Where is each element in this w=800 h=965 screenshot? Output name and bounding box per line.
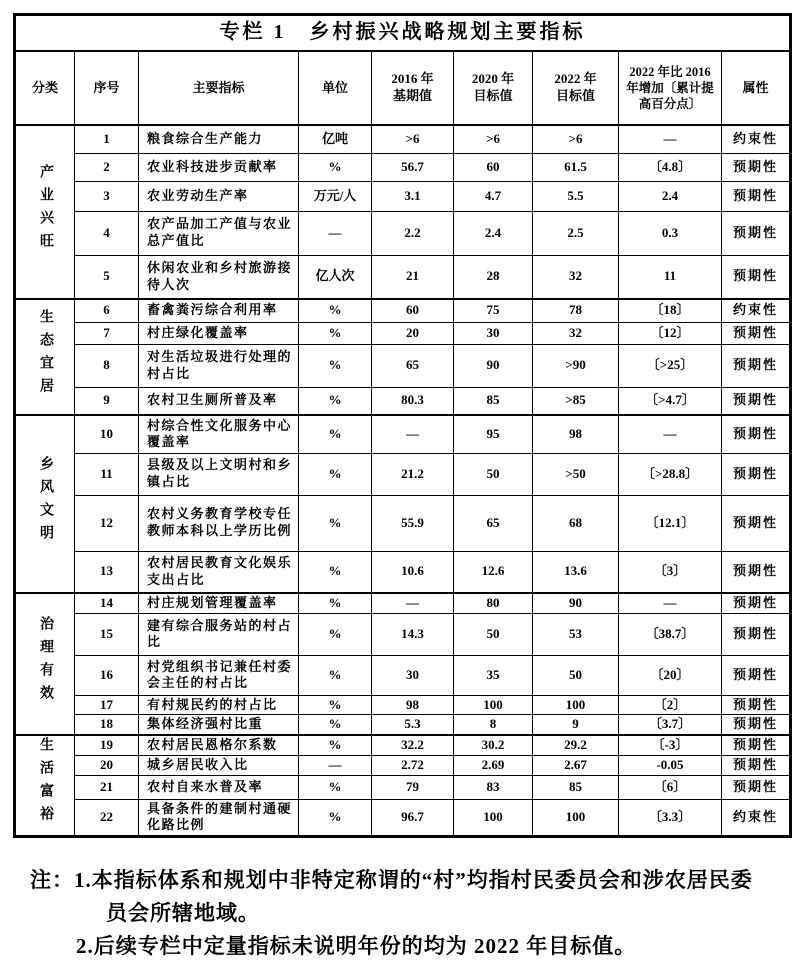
- unit-value: —: [299, 211, 372, 255]
- row-no: 1: [75, 125, 139, 153]
- increase-value: —: [619, 125, 722, 153]
- table-row: [15, 551, 791, 593]
- value-2020: 35: [454, 655, 533, 695]
- increase-value: 〔>25〕: [619, 344, 722, 387]
- value-2016: 30: [372, 655, 454, 695]
- value-2016: 79: [372, 775, 454, 799]
- row-no: 19: [75, 735, 139, 755]
- unit-value: %: [299, 655, 372, 695]
- indicator-name: 对生活垃圾进行处理的村占比: [139, 344, 299, 387]
- unit-value: %: [299, 322, 372, 344]
- col-header-no: 序号: [75, 51, 139, 125]
- row-no: 22: [75, 799, 139, 836]
- row-no: 17: [75, 695, 139, 715]
- category-label: 生态宜居: [37, 308, 53, 401]
- attribute-value: 预期性: [722, 153, 791, 181]
- attribute-value: 预期性: [722, 415, 791, 453]
- indicator-name: 农业科技进步贡献率: [139, 153, 299, 181]
- row-no: 6: [75, 299, 139, 322]
- value-2020: 50: [454, 613, 533, 655]
- increase-value: 〔20〕: [619, 655, 722, 695]
- row-no: 3: [75, 181, 139, 211]
- row-no: 10: [75, 415, 139, 453]
- value-2022: 29.2: [533, 735, 619, 755]
- value-2020: 30: [454, 322, 533, 344]
- table-row: [15, 775, 791, 799]
- col-header-2020-line1: 2020 年: [471, 71, 515, 87]
- indicator-name: 农村居民教育文化娱乐支出占比: [139, 551, 299, 593]
- row-no: 8: [75, 344, 139, 387]
- value-2020: 100: [454, 799, 533, 836]
- value-2020: 100: [454, 695, 533, 715]
- increase-value: -0.05: [619, 755, 722, 775]
- value-2022: 32: [533, 255, 619, 299]
- value-2016: 20: [372, 322, 454, 344]
- table-row: [15, 453, 791, 495]
- value-2020: 65: [454, 495, 533, 551]
- table-row: [15, 613, 791, 655]
- unit-value: 万元/人: [299, 181, 372, 211]
- table-row: [15, 415, 791, 453]
- value-2016: 32.2: [372, 735, 454, 755]
- category-cell: [15, 415, 75, 593]
- table-row: [15, 255, 791, 299]
- unit-value: %: [299, 799, 372, 836]
- value-2022: 5.5: [533, 181, 619, 211]
- value-2016: 3.1: [372, 181, 454, 211]
- attribute-value: 约束性: [722, 125, 791, 153]
- category-label: 治理有效: [37, 615, 53, 708]
- attribute-value: 预期性: [722, 775, 791, 799]
- col-header-category: 分类: [15, 51, 75, 125]
- unit-value: %: [299, 695, 372, 715]
- row-no: 14: [75, 593, 139, 613]
- row-no: 9: [75, 387, 139, 415]
- row-no: 7: [75, 322, 139, 344]
- indicator-name: 村党组织书记兼任村委会主任的村占比: [139, 655, 299, 695]
- table-row: [15, 799, 791, 836]
- table-row: [15, 181, 791, 211]
- value-2022: 2.67: [533, 755, 619, 775]
- value-2016: 65: [372, 344, 454, 387]
- indicator-name: 农村义务教育学校专任教师本科以上学历比例: [139, 495, 299, 551]
- indicator-name: 集体经济强村比重: [139, 715, 299, 735]
- table-row: [15, 387, 791, 415]
- attribute-value: 预期性: [722, 735, 791, 755]
- value-2022: 13.6: [533, 551, 619, 593]
- unit-value: %: [299, 415, 372, 453]
- category-cell: [15, 593, 75, 735]
- increase-value: 〔3〕: [619, 551, 722, 593]
- value-2016: 55.9: [372, 495, 454, 551]
- indicator-name: 畜禽粪污综合利用率: [139, 299, 299, 322]
- indicator-name: 粮食综合生产能力: [139, 125, 299, 153]
- attribute-value: 预期性: [722, 695, 791, 715]
- indicator-name: 村庄规划管理覆盖率: [139, 593, 299, 613]
- value-2022: 53: [533, 613, 619, 655]
- col-header-attribute: 属性: [722, 51, 791, 125]
- row-no: 21: [75, 775, 139, 799]
- col-header-2016-line2: 基期值: [392, 88, 432, 103]
- increase-value: —: [619, 593, 722, 613]
- unit-value: %: [299, 153, 372, 181]
- unit-value: %: [299, 593, 372, 613]
- row-no: 18: [75, 715, 139, 735]
- value-2022: 50: [533, 655, 619, 695]
- attribute-value: 预期性: [722, 322, 791, 344]
- value-2020: 75: [454, 299, 533, 322]
- value-2022: 85: [533, 775, 619, 799]
- row-no: 16: [75, 655, 139, 695]
- attribute-value: 预期性: [722, 344, 791, 387]
- value-2016: 21: [372, 255, 454, 299]
- value-2020: 4.7: [454, 181, 533, 211]
- attribute-value: 预期性: [722, 181, 791, 211]
- attribute-value: 预期性: [722, 453, 791, 495]
- attribute-value: 约束性: [722, 299, 791, 322]
- value-2020: 50: [454, 453, 533, 495]
- table-row: [15, 715, 791, 735]
- value-2022: 68: [533, 495, 619, 551]
- increase-value: 〔12〕: [619, 322, 722, 344]
- value-2022: 98: [533, 415, 619, 453]
- row-no: 4: [75, 211, 139, 255]
- value-2016: 2.72: [372, 755, 454, 775]
- col-header-2022-line1: 2022 年: [554, 71, 597, 87]
- footnotes: [0, 864, 800, 964]
- table-row: [15, 655, 791, 695]
- value-2022: 32: [533, 322, 619, 344]
- table-row: [15, 125, 791, 153]
- value-2016: 56.7: [372, 153, 454, 181]
- col-header-unit: 单位: [299, 51, 372, 125]
- value-2020: 80: [454, 593, 533, 613]
- attribute-value: 预期性: [722, 495, 791, 551]
- increase-value: 〔18〕: [619, 299, 722, 322]
- increase-value: 〔>28.8〕: [619, 453, 722, 495]
- unit-value: %: [299, 495, 372, 551]
- increase-value: 〔38.7〕: [619, 613, 722, 655]
- attribute-value: 预期性: [722, 551, 791, 593]
- increase-value: 〔3.3〕: [619, 799, 722, 836]
- attribute-value: 预期性: [722, 211, 791, 255]
- attribute-value: 预期性: [722, 613, 791, 655]
- row-no: 5: [75, 255, 139, 299]
- table-row: [15, 344, 791, 387]
- table-row: [15, 593, 791, 613]
- increase-value: —: [619, 415, 722, 453]
- unit-value: 亿吨: [299, 125, 372, 153]
- value-2016: 14.3: [372, 613, 454, 655]
- category-label: 乡风文明: [37, 455, 53, 548]
- indicator-name: 城乡居民收入比: [139, 755, 299, 775]
- value-2022: 2.5: [533, 211, 619, 255]
- unit-value: %: [299, 551, 372, 593]
- unit-value: %: [299, 344, 372, 387]
- value-2016: 98: [372, 695, 454, 715]
- indicator-name: 具备条件的建制村通硬化路比例: [139, 799, 299, 836]
- value-2022: >6: [533, 125, 619, 153]
- value-2020: 85: [454, 387, 533, 415]
- value-2022: 9: [533, 715, 619, 735]
- indicator-name: 村庄绿化覆盖率: [139, 322, 299, 344]
- footnote-1: 注：1.本指标体系和规划中非特定称谓的“村”均指村民委员会和涉农居民委员会所辖地域。: [30, 867, 753, 925]
- category-cell: [15, 735, 75, 836]
- attribute-value: 约束性: [722, 799, 791, 836]
- attribute-value: 预期性: [722, 387, 791, 415]
- category-cell: [15, 125, 75, 299]
- value-2016: 2.2: [372, 211, 454, 255]
- unit-value: %: [299, 613, 372, 655]
- row-no: 12: [75, 495, 139, 551]
- increase-value: 〔12.1〕: [619, 495, 722, 551]
- category-cell: [15, 299, 75, 415]
- col-header-increase: 2022 年比 2016 年增加〔累计提高百分点〕: [619, 51, 722, 125]
- table-row: [15, 211, 791, 255]
- attribute-value: 预期性: [722, 715, 791, 735]
- row-no: 20: [75, 755, 139, 775]
- category-label: 生活富裕: [37, 737, 53, 829]
- table-row: [15, 735, 791, 755]
- value-2022: >50: [533, 453, 619, 495]
- value-2016: 80.3: [372, 387, 454, 415]
- value-2020: >6: [454, 125, 533, 153]
- table-row: [15, 755, 791, 775]
- value-2020: 2.4: [454, 211, 533, 255]
- row-no: 11: [75, 453, 139, 495]
- increase-value: 〔>4.7〕: [619, 387, 722, 415]
- indicator-name: 农村自来水普及率: [139, 775, 299, 799]
- value-2022: 100: [533, 799, 619, 836]
- value-2016: 96.7: [372, 799, 454, 836]
- unit-value: %: [299, 735, 372, 755]
- value-2022: >90: [533, 344, 619, 387]
- indicator-name: 有村规民约的村占比: [139, 695, 299, 715]
- unit-value: %: [299, 453, 372, 495]
- value-2016: 21.2: [372, 453, 454, 495]
- value-2020: 83: [454, 775, 533, 799]
- indicator-name: 农村卫生厕所普及率: [139, 387, 299, 415]
- increase-value: 〔2〕: [619, 695, 722, 715]
- indicator-name: 县级及以上文明村和乡镇占比: [139, 453, 299, 495]
- table-row: [15, 153, 791, 181]
- table-row: [15, 299, 791, 322]
- value-2022: 78: [533, 299, 619, 322]
- unit-value: —: [299, 755, 372, 775]
- value-2016: 5.3: [372, 715, 454, 735]
- value-2020: 30.2: [454, 735, 533, 755]
- value-2016: —: [372, 593, 454, 613]
- attribute-value: 预期性: [722, 593, 791, 613]
- increase-value: 〔3.7〕: [619, 715, 722, 735]
- table-row: [15, 495, 791, 551]
- value-2020: 12.6: [454, 551, 533, 593]
- increase-value: 〔-3〕: [619, 735, 722, 755]
- attribute-value: 预期性: [722, 655, 791, 695]
- indicator-name: 农村居民恩格尔系数: [139, 735, 299, 755]
- unit-value: %: [299, 715, 372, 735]
- unit-value: %: [299, 387, 372, 415]
- value-2016: >6: [372, 125, 454, 153]
- increase-value: 〔6〕: [619, 775, 722, 799]
- value-2022: 90: [533, 593, 619, 613]
- indicator-name: 农产品加工产值与农业总产值比: [139, 211, 299, 255]
- value-2016: —: [372, 415, 454, 453]
- increase-value: 11: [619, 255, 722, 299]
- increase-value: 2.4: [619, 181, 722, 211]
- footnote-2: 2.后续专栏中定量指标未说明年份的均为 2022 年目标值。: [76, 934, 637, 959]
- value-2022: 100: [533, 695, 619, 715]
- indicators-table: [13, 13, 792, 838]
- increase-value: 〔4.8〕: [619, 153, 722, 181]
- value-2020: 90: [454, 344, 533, 387]
- value-2022: 61.5: [533, 153, 619, 181]
- table-header-row: [15, 51, 791, 125]
- col-header-2020: [454, 51, 533, 125]
- col-header-2016: [372, 51, 454, 125]
- col-header-2020-line2: 目标值: [473, 88, 513, 103]
- col-header-indicator: 主要指标: [139, 51, 299, 125]
- row-no: 13: [75, 551, 139, 593]
- attribute-value: 预期性: [722, 255, 791, 299]
- unit-value: 亿人次: [299, 255, 372, 299]
- value-2020: 8: [454, 715, 533, 735]
- col-header-2016-line1: 2016 年: [391, 71, 434, 87]
- indicator-name: 建有综合服务站的村占比: [139, 613, 299, 655]
- indicator-name: 休闲农业和乡村旅游接待人次: [139, 255, 299, 299]
- table-row: [15, 322, 791, 344]
- value-2020: 28: [454, 255, 533, 299]
- value-2022: >85: [533, 387, 619, 415]
- value-2020: 60: [454, 153, 533, 181]
- value-2016: 60: [372, 299, 454, 322]
- value-2020: 2.69: [454, 755, 533, 775]
- indicator-name: 村综合性文化服务中心覆盖率: [139, 415, 299, 453]
- value-2016: 10.6: [372, 551, 454, 593]
- category-label: 产业兴旺: [37, 163, 53, 256]
- unit-value: %: [299, 775, 372, 799]
- value-2020: 95: [454, 415, 533, 453]
- unit-value: %: [299, 299, 372, 322]
- increase-value: 0.3: [619, 211, 722, 255]
- row-no: 2: [75, 153, 139, 181]
- table-title: 专栏 1 乡村振兴战略规划主要指标: [15, 15, 791, 52]
- col-header-2022: [533, 51, 619, 125]
- col-header-2022-line2: 目标值: [555, 88, 595, 103]
- table-row: [15, 695, 791, 715]
- indicator-name: 农业劳动生产率: [139, 181, 299, 211]
- attribute-value: 预期性: [722, 755, 791, 775]
- row-no: 15: [75, 613, 139, 655]
- table-title-row: [15, 15, 791, 52]
